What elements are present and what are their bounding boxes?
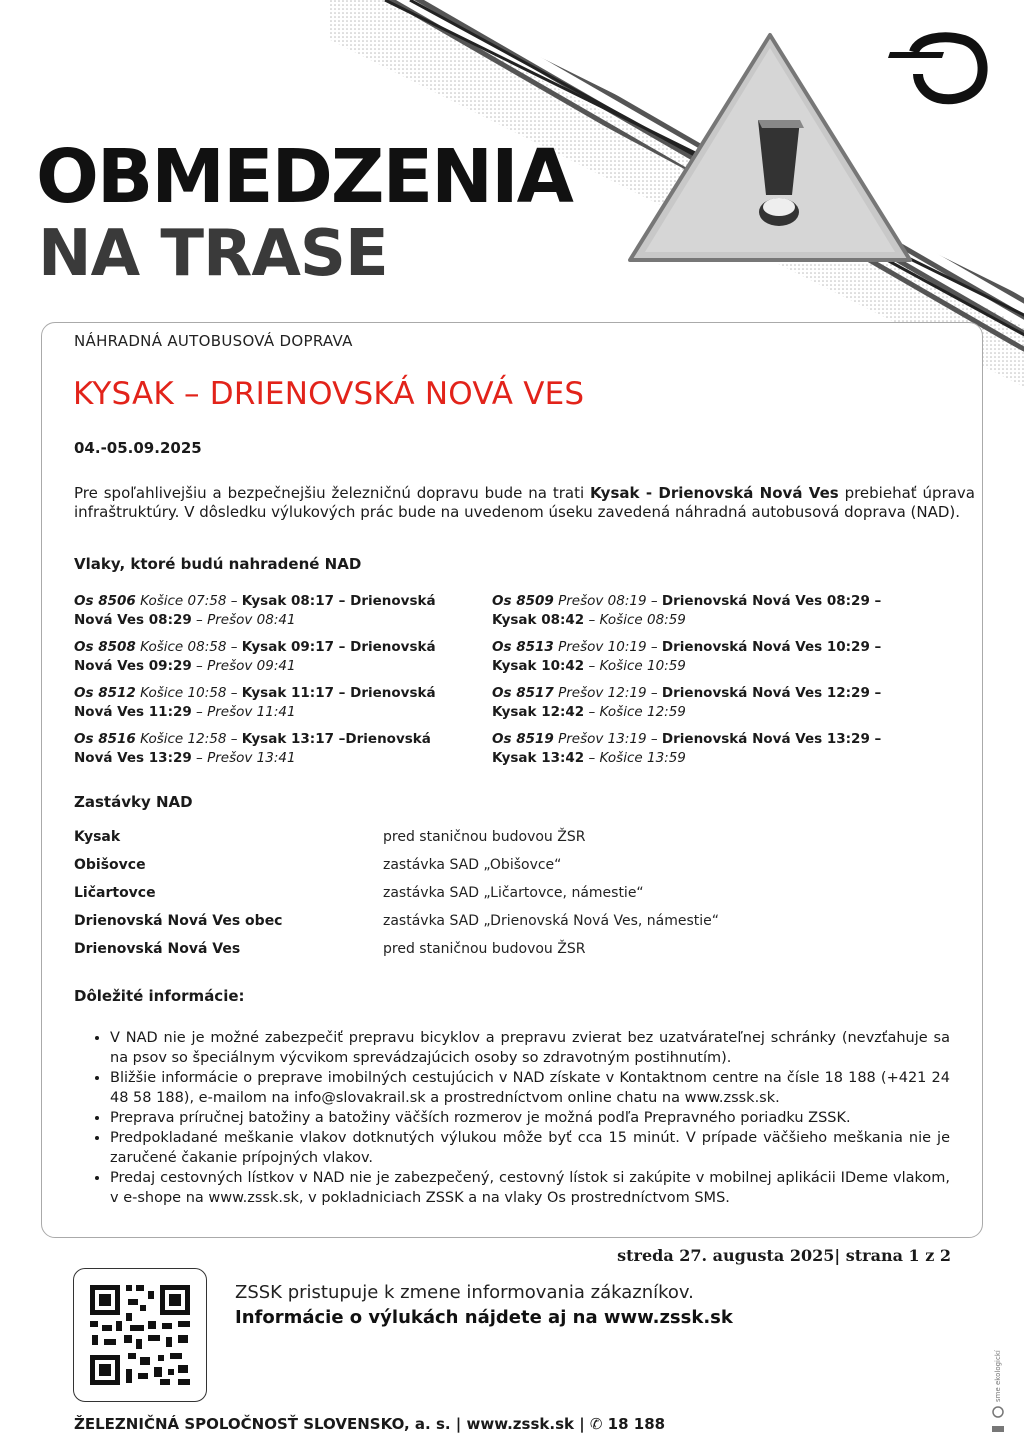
page-title-line1: OBMEDZENIA <box>36 134 572 220</box>
info-heading: Dôležité informácie: <box>74 987 245 1005</box>
stop-name: Obišovce <box>74 857 146 873</box>
stop-description: zastávka SAD „Ličartovce, námestie“ <box>383 885 644 901</box>
train-entry: Os 8513 Prešov 10:19 – Drienovská Nová Ves 10:29 – Kysak 10:42 – Košice 10:59 <box>492 639 882 674</box>
stop-description: zastávka SAD „Drienovská Nová Ves, námestie“ <box>383 913 720 929</box>
stop-name: Kysak <box>74 829 121 845</box>
footer-date-page: streda 27. augusta 2025| strana 1 z 2 <box>617 1246 951 1265</box>
stop-description: pred staničnou budovou ŽSR <box>383 829 586 845</box>
stop-name: Drienovská Nová Ves obec <box>74 913 283 929</box>
train-entry: Os 8512 Košice 10:58 – Kysak 11:17 – Drienovská Nová Ves 11:29 – Prešov 11:41 <box>74 685 436 720</box>
train-entry: Os 8508 Košice 08:58 – Kysak 09:17 – Drienovská Nová Ves 09:29 – Prešov 09:41 <box>74 639 436 674</box>
route-title: KYSAK – DRIENOVSKÁ NOVÁ VES <box>73 376 585 412</box>
notice-date: 04.-05.09.2025 <box>74 439 202 457</box>
info-list <box>74 1028 950 1208</box>
train-entry: Os 8516 Košice 12:58 – Kysak 13:17 –Drienovská Nová Ves 13:29 – Prešov 13:41 <box>74 731 431 766</box>
info-item: • Bližšie informácie o preprave imobilných cestujúcich v NAD získate v Kontaktnom centre na čísle 18 188 (+421 24 48 58 188), e-mailom na info@slovakrail.sk a prostredníctvom online chatu na www.zssk.sk. <box>110 1068 950 1108</box>
train-entry: Os 8506 Košice 07:58 – Kysak 08:17 – Drienovská Nová Ves 08:29 – Prešov 08:41 <box>74 593 436 628</box>
info-item: • Predaj cestovných lístkov v NAD nie je zabezpečený, cestovný lístok si zakúpite v mobilnej aplikácii IDeme vlakom, v e-shope na www.zssk.sk, v pokladniciach ZSSK a na vlaky Os prostredníctvom SMS. <box>110 1168 950 1208</box>
promo-line2: Informácie o výlukách nájdete aj na www.zssk.sk <box>235 1307 733 1328</box>
stop-description: pred staničnou budovou ŽSR <box>383 941 586 957</box>
train-entry: Os 8517 Prešov 12:19 – Drienovská Nová Ves 12:29 – Kysak 12:42 – Košice 12:59 <box>492 685 882 720</box>
info-item: • V NAD nie je možné zabezpečiť prepravu bicyklov a prepravu zvierat bez uzatvárateľnej schránky (nevzťahuje sa na psov so špeciálnym výcvikom sprevádzajúcich osoby so zdravotným postihnutím). <box>110 1028 950 1068</box>
notice-label: NÁHRADNÁ AUTOBUSOVÁ DOPRAVA <box>74 332 353 350</box>
stop-name: Ličartovce <box>74 885 156 901</box>
company-footer: ŽELEZNIČNÁ SPOLOČNOSŤ SLOVENSKO, a. s. | www.zssk.sk | ✆ 18 188 <box>74 1415 666 1433</box>
page-title-line2: NA TRASE <box>38 217 388 291</box>
trains-heading: Vlaky, ktoré budú nahradené NAD <box>74 555 362 573</box>
zssk-logo-icon <box>884 30 994 110</box>
eco-icon <box>985 1340 1011 1440</box>
stop-name: Drienovská Nová Ves <box>74 941 241 957</box>
qr-code-icon <box>73 1268 207 1402</box>
info-item: • Preprava príručnej batožiny a batožiny väčších rozmerov je možná podľa Prepravného poriadku ZSSK. <box>110 1108 950 1128</box>
train-entry: Os 8519 Prešov 13:19 – Drienovská Nová Ves 13:29 – Kysak 13:42 – Košice 13:59 <box>492 731 882 766</box>
intro-paragraph: Pre spoľahlivejšiu a bezpečnejšiu železničnú dopravu bude na trati Kysak - Drienovská Nová Ves prebiehať úprava infraštruktúry. V dôsledku výlukových prác bude na uvedenom úseku zavedená náhradná autobusová doprava (NAD). <box>74 484 976 521</box>
promo-line1: ZSSK pristupuje k zmene informovania zákazníkov. <box>235 1282 694 1303</box>
stops-heading: Zastávky NAD <box>74 793 193 811</box>
stop-description: zastávka SAD „Obišovce“ <box>383 857 562 873</box>
svg-text:sme ekologickí: sme ekologickí <box>994 1350 1002 1402</box>
info-item: • Predpokladané meškanie vlakov dotknutých výlukou môže byť cca 15 minút. V prípade väčšieho meškania nie je zaručené čakanie prípojných vlakov. <box>110 1128 950 1168</box>
train-entry: Os 8509 Prešov 08:19 – Drienovská Nová Ves 08:29 – Kysak 08:42 – Košice 08:59 <box>492 593 882 628</box>
